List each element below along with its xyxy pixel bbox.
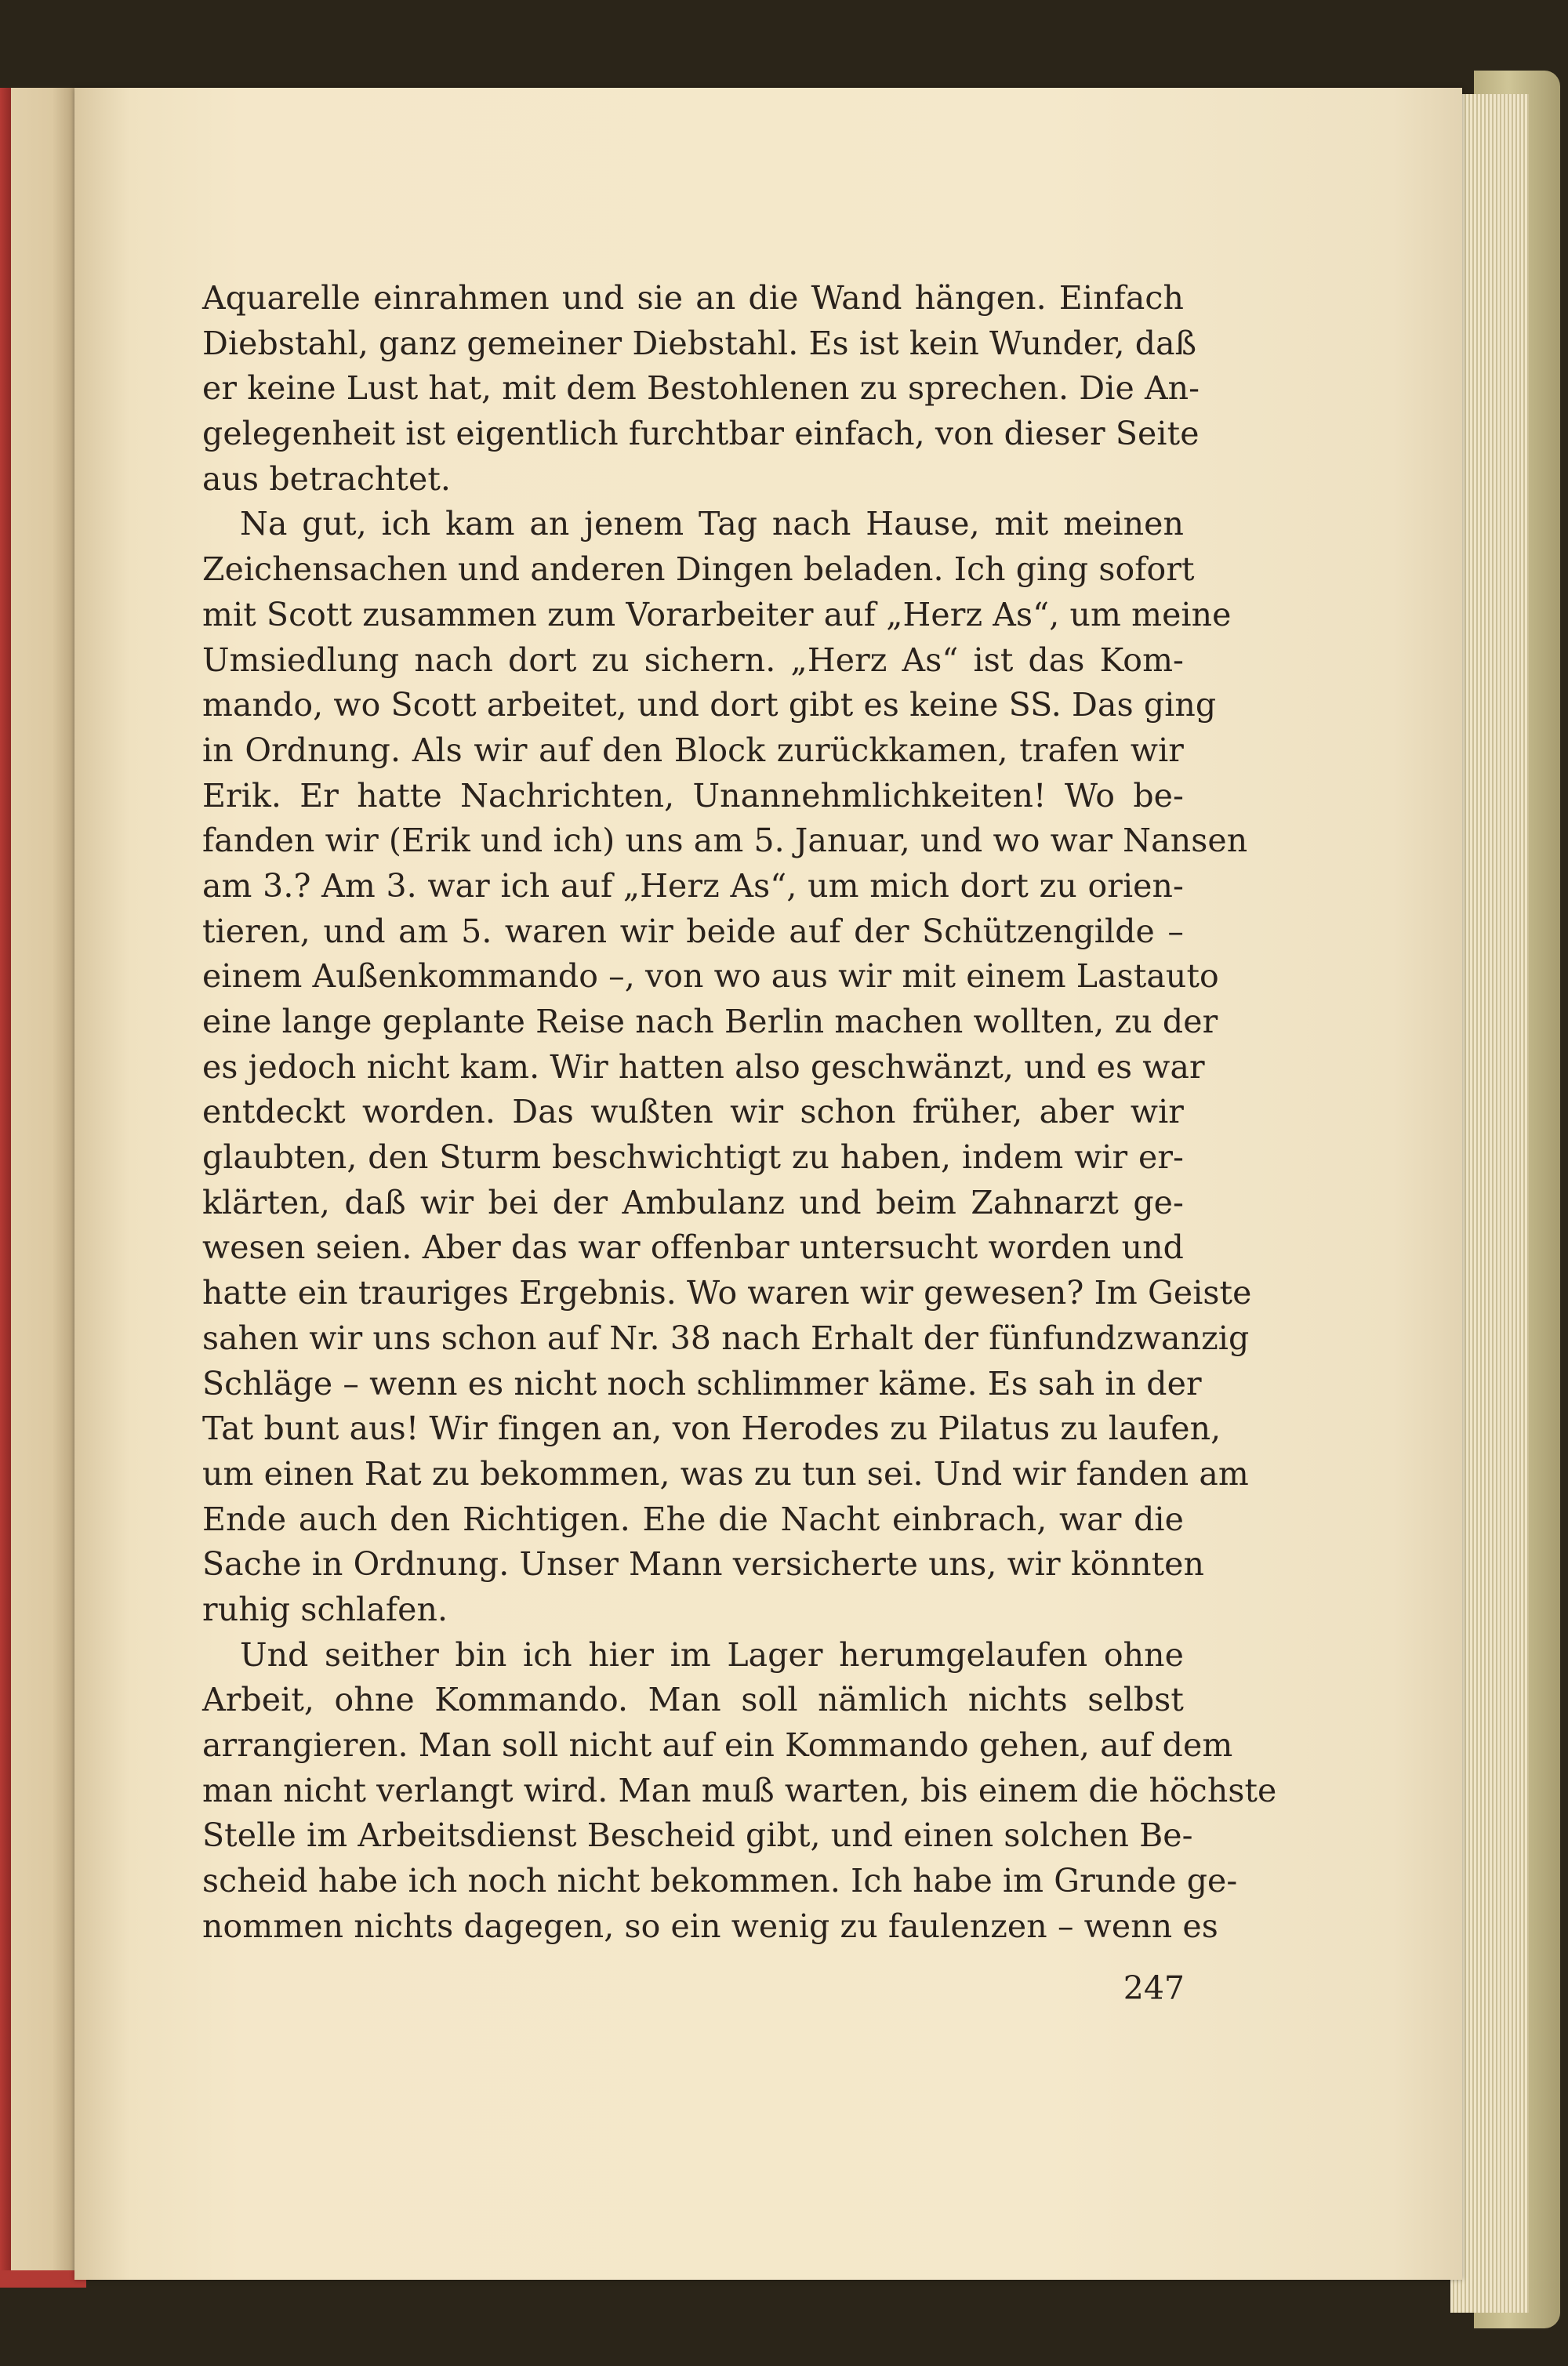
text-line: Erik. Er hatte Nachrichten, Unannehmlichkeiten! Wo be- [202,776,1184,815]
previous-page-edge [0,88,74,2283]
text-line: ruhig schlafen. [202,1590,448,1628]
text-line: Umsiedlung nach dort zu sichern. „Herz As“ ist das Kom- [202,640,1184,679]
text-line: Stelle im Arbeitsdienst Bescheid gibt, und einen solchen Be- [202,1816,1193,1855]
text-line: mit Scott zusammen zum Vorarbeiter auf „Herz As“, um meine [202,595,1232,633]
text-line: nommen nichts dagegen, so ein wenig zu faulenzen – wenn es [202,1907,1218,1945]
text-line: Schläge – wenn es nicht noch schlimmer käme. Es sah in der [202,1364,1202,1403]
text-line: arrangieren. Man soll nicht auf ein Kommando gehen, auf dem [202,1726,1233,1764]
text-line: fanden wir (Erik und ich) uns am 5. Januar, und wo war Nansen [202,822,1248,860]
text-line: Zeichensachen und anderen Dingen beladen. Ich ging sofort [202,550,1195,589]
text-line: Diebstahl, ganz gemeiner Diebstahl. Es ist kein Wunder, daß [202,324,1197,362]
text-line: entdeckt worden. Das wußten wir schon früher, aber wir [202,1093,1184,1131]
text-line: Sache in Ordnung. Unser Mann versicherte uns, wir könnten [202,1545,1205,1584]
text-line: am 3.? Am 3. war ich auf „Herz As“, um mich dort zu orien- [202,866,1184,905]
text-line: glaubten, den Sturm beschwichtigt zu haben, indem wir er- [202,1138,1184,1177]
text-line: gelegenheit ist eigentlich furchtbar einfach, von dieser Seite [202,415,1200,453]
text-line: hatte ein trauriges Ergebnis. Wo waren wir gewesen? Im Geiste [202,1274,1252,1312]
text-line: einem Außenkommando –, von wo aus wir mit einem Lastauto [202,957,1219,996]
text-line: Arbeit, ohne Kommando. Man soll nämlich nichts selbst [202,1681,1184,1719]
text-line: mando, wo Scott arbeitet, und dort gibt es keine SS. Das ging [202,686,1217,724]
text-line: klärten, daß wir bei der Ambulanz und beim Zahnarzt ge- [202,1183,1184,1221]
text-line: er keine Lust hat, mit dem Bestohlenen zu sprechen. Die An- [202,369,1200,408]
text-line: Und seither bin ich hier im Lager herumgelaufen ohne [240,1635,1184,1674]
text-line: Na gut, ich kam an jenem Tag nach Hause, mit meinen [240,505,1184,543]
text-line: scheid habe ich noch nicht bekommen. Ich habe im Grunde ge- [202,1862,1238,1900]
text-line: eine lange geplante Reise nach Berlin machen wollten, zu der [202,1003,1218,1040]
text-line: wesen seien. Aber das war offenbar untersucht worden und [202,1228,1184,1267]
text-line: tieren, und am 5. waren wir beide auf der Schützengilde – [202,912,1184,950]
book-binding-bottom [0,2270,86,2288]
text-line: es jedoch nicht kam. Wir hatten also geschwänzt, und es war [202,1047,1205,1086]
text-line: Ende auch den Richtigen. Ehe die Nacht einbrach, war die [202,1500,1184,1538]
page-number: 247 [1123,1969,1185,2007]
text-line: Tat bunt aus! Wir fingen an, von Herodes zu Pilatus zu laufen, [202,1410,1221,1448]
text-line: Aquarelle einrahmen und sie an die Wand hängen. Einfach [202,279,1184,317]
page-body-text [202,276,1277,1949]
text-line: man nicht verlangt wird. Man muß warten, bis einem die höchste [202,1771,1277,1809]
page-stack-edge [1450,94,1529,2313]
text-line: aus betrachtet. [202,459,452,498]
book-binding-edge [0,88,11,2283]
text-line: in Ordnung. Als wir auf den Block zurückkamen, trafen wir [202,731,1184,769]
text-line: um einen Rat zu bekommen, was zu tun sei. Und wir fanden am [202,1454,1249,1493]
text-line: sahen wir uns schon auf Nr. 38 nach Erhalt der fünfundzwanzig [202,1319,1250,1357]
